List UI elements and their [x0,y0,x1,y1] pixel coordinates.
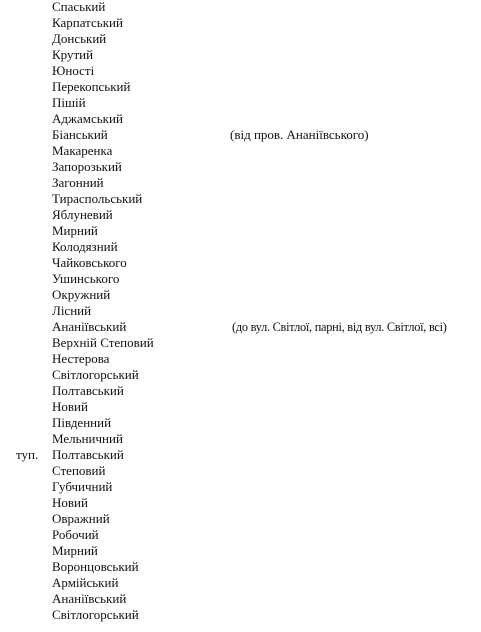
street-name: Перекопський [52,79,131,94]
street-name: Полтавський [52,447,124,462]
street-name: Юності [52,63,95,78]
street-row [0,287,481,303]
street-row [0,0,481,15]
street-row [0,527,481,543]
street-name: Ушинського [52,271,120,286]
street-row [0,447,481,463]
street-name: Донський [52,31,107,46]
street-name: Пішій [52,95,86,110]
street-name: Верхній Степовий [52,335,154,350]
street-row [0,303,481,319]
street-row [0,591,481,607]
street-name: Армійський [52,575,119,590]
street-row [0,95,481,111]
street-row [0,175,481,191]
street-name: Мельничний [52,431,123,446]
street-row [0,31,481,47]
street-name: Губчичний [52,479,113,494]
street-name: Запорозький [52,159,122,174]
street-name: Воронцовський [52,559,139,574]
street-name: Ананіївський [52,591,127,606]
street-name: Біанський [52,127,108,142]
street-range-note: (від пров. Ананіївського) [230,127,369,142]
street-name: Спаський [52,0,106,14]
street-type-prefix: туп. [16,447,39,462]
street-row [0,399,481,415]
street-name: Загонний [52,175,104,190]
street-row [0,543,481,559]
street-row [0,463,481,479]
street-row [0,47,481,63]
street-row [0,335,481,351]
street-name: Лісний [52,303,92,318]
street-name: Мирний [52,223,98,238]
street-name: Аджамський [52,111,123,126]
street-row [0,575,481,591]
street-range-note: (до вул. Світлої, парні, від вул. Світлої, всі) [232,320,447,334]
street-row [0,511,481,527]
street-row [0,415,481,431]
street-name: Крутий [52,47,94,62]
street-name: Тираспольський [52,191,143,206]
street-row [0,607,481,623]
street-name: Колодязний [52,239,118,254]
street-row [0,127,481,143]
street-row [0,351,481,367]
street-name: Карпатський [52,15,123,30]
street-name: Нестерова [52,351,110,366]
street-row [0,143,481,159]
street-row [0,319,481,335]
street-name: Новий [52,399,88,414]
street-row [0,271,481,287]
street-name: Мирний [52,543,98,558]
street-name: Полтавський [52,383,124,398]
street-row [0,111,481,127]
street-row [0,367,481,383]
street-row [0,63,481,79]
street-name: Південний [52,415,112,430]
street-name: Ананіївський [52,319,127,334]
street-name: Степовий [52,463,106,478]
street-name: Світлогорський [52,367,139,382]
street-row [0,559,481,575]
street-row [0,207,481,223]
street-name: Чайковського [52,255,127,270]
street-name: Макаренка [52,143,113,158]
street-name: Яблуневий [52,207,113,222]
street-name: Овражний [52,511,110,526]
street-row [0,239,481,255]
street-row [0,223,481,239]
street-row [0,159,481,175]
street-name: Робочий [52,527,99,542]
street-name: Окружний [52,287,111,302]
street-row [0,255,481,271]
street-row [0,383,481,399]
street-row [0,79,481,95]
street-row [0,15,481,31]
street-name: Новий [52,495,88,510]
street-name: Світлогорський [52,607,139,622]
street-row [0,431,481,447]
street-row [0,495,481,511]
street-row [0,479,481,495]
street-row [0,191,481,207]
